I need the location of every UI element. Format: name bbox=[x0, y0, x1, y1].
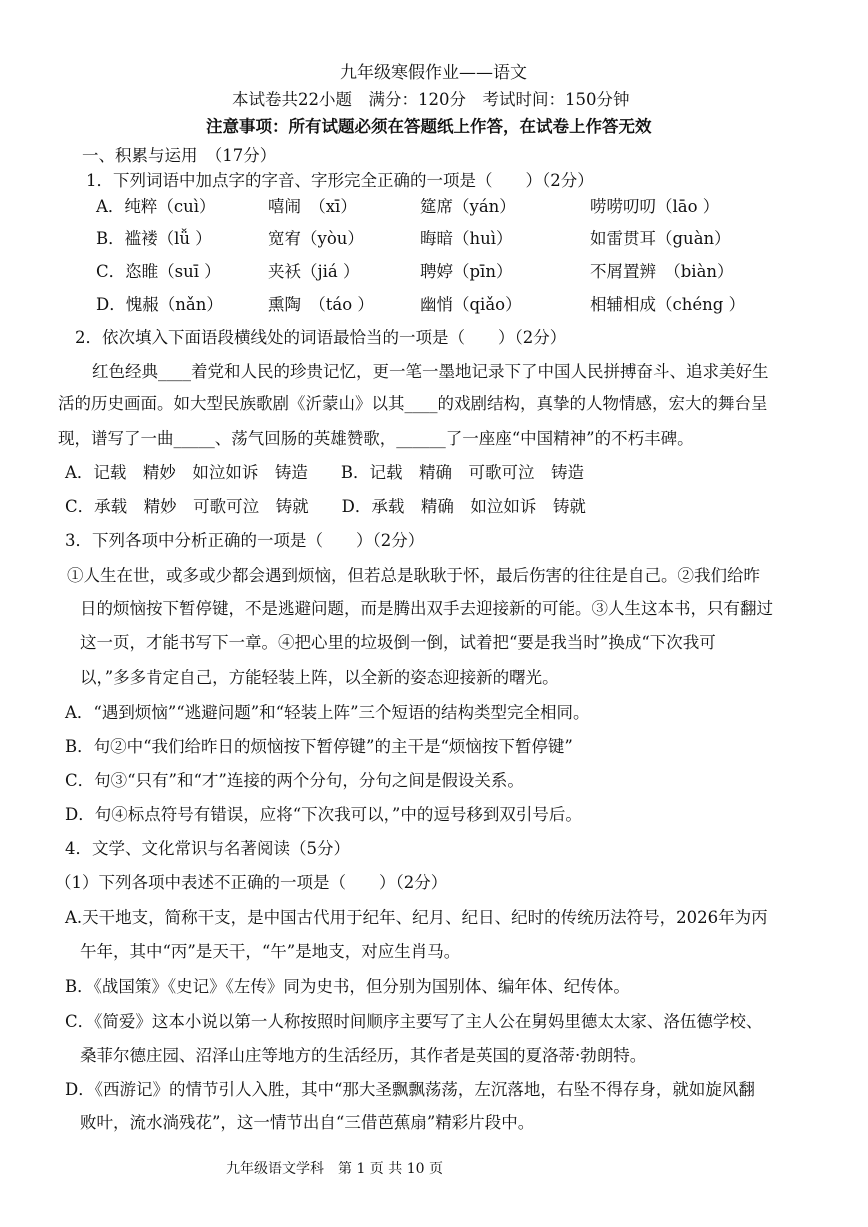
q3-option-d: D．句④标点符号有错误，应将“下次我可以，”中的逗号移到双引号后。 bbox=[65, 805, 582, 824]
exam-title: 九年级寒假作业——语文 bbox=[340, 63, 527, 83]
q4-option-line: C．《简爱》这本小说以第一人称按照时间顺序主要写了主人公在舅妈里德太太家、洛伍德学校、 bbox=[65, 1012, 763, 1031]
q1-option-a-1: A．纯粹（cuì） bbox=[96, 197, 216, 216]
q4-option-line: A.天干地支，简称干支，是中国古代用于纪年、纪月、纪日、纪时的传统历法符号，2026年为丙 bbox=[65, 908, 768, 927]
q3-option-c: C．句③“只有”和“才”连接的两个分句，分句之间是假设关系。 bbox=[65, 771, 524, 790]
q2-passage-line: 现，谱写了一曲_____、荡气回肠的英雄赞歌，______了一座座“中国精神”的不朽丰碑。 bbox=[58, 429, 694, 448]
question-3-stem: 3．下列各项中分析正确的一项是（ ）（2分） bbox=[65, 531, 425, 550]
q3-option-b: B．句②中“我们给昨日的烦恼按下暂停键”的主干是“烦恼按下暂停键” bbox=[65, 737, 573, 756]
question-2-stem: 2．依次填入下面语段横线处的词语最恰当的一项是（ ）（2分） bbox=[75, 328, 567, 347]
q1-option-b-4: 如雷贯耳（guàn） bbox=[590, 229, 731, 248]
q3-passage-line: ①人生在世，或多或少都会遇到烦恼，但若总是耿耿于怀，最后伤害的往往是自己。②我们给昨 bbox=[67, 566, 760, 585]
q3-option-a: A．“遇到烦恼”“逃避问题”和“轻装上阵”三个短语的结构类型完全相同。 bbox=[65, 703, 590, 722]
q1-option-c-3: 聘婷（pīn） bbox=[420, 262, 513, 281]
q1-option-a-4: 唠唠叨叨（lāo ） bbox=[590, 197, 720, 216]
exam-notice: 注意事项：所有试题必须在答题纸上作答，在试卷上作答无效 bbox=[206, 117, 652, 136]
q2-passage-line: 活的历史画面。如大型民族歌剧《沂蒙山》以其____的戏剧结构，真挚的人物情感，宏大的舞台呈 bbox=[58, 394, 768, 413]
question-1-stem: 1．下列词语中加点字的字音、字形完全正确的一项是（ ）（2分） bbox=[86, 171, 594, 190]
q1-option-a-2: 嘻闹 （xī） bbox=[268, 197, 357, 216]
q1-option-a-3: 筵席（yán） bbox=[420, 197, 516, 216]
q1-option-b-1: B．褴褛（lǚ ） bbox=[96, 229, 212, 248]
page-footer: 九年级语文学科 第 1 页 共 10 页 bbox=[226, 1161, 443, 1177]
q2-options-line: C．承载 精妙 可歌可泣 铸就 D．承载 精确 如泣如诉 铸就 bbox=[65, 497, 586, 516]
q3-passage-line: 日的烦恼按下暂停键，不是逃避问题，而是腾出双手去迎接新的可能。③人生这本书，只有翻过 bbox=[80, 599, 773, 618]
q4-option-line: 桑菲尔德庄园、沼泽山庄等地方的生活经历，其作者是英国的夏洛蒂·勃朗特。 bbox=[80, 1046, 647, 1065]
q2-options-line: A．记载 精妙 如泣如诉 铸造 B．记载 精确 可歌可泣 铸造 bbox=[65, 463, 585, 482]
q1-option-d-4: 相辅相成（chéng ） bbox=[590, 295, 746, 314]
section-heading: 一、积累与运用 （17分） bbox=[82, 146, 277, 165]
q2-passage-line: 红色经典____着党和人民的珍贵记忆，更一笔一墨地记录下了中国人民拼搏奋斗、追求美好生 bbox=[92, 362, 769, 381]
q4-option-line: D．《西游记》的情节引人入胜，其中“那大圣飘飘荡荡，左沉落地，右坠不得存身，就如旋风翻 bbox=[65, 1080, 755, 1099]
q3-passage-line: 以，”多多肯定自己，方能轻装上阵，以全新的姿态迎接新的曙光。 bbox=[80, 668, 559, 687]
q4-sub1-stem: （1）下列各项中表述不正确的一项是（ ）（2分） bbox=[55, 873, 448, 892]
q4-option-line: 败叶，流水淌残花”，这一情节出自“三借芭蕉扇”精彩片段中。 bbox=[80, 1113, 535, 1132]
exam-info: 本试卷共22小题 满分：120分 考试时间：150分钟 bbox=[232, 90, 630, 109]
q1-option-d-1: D．愧赧（nǎn） bbox=[96, 295, 223, 314]
q1-option-b-3: 晦暗（huì） bbox=[420, 229, 513, 248]
q1-option-c-4: 不屑置辨 （biàn） bbox=[590, 262, 734, 281]
q1-option-c-1: C．恣睢（suī ） bbox=[96, 262, 221, 281]
q1-option-d-3: 幽悄（qiǎo） bbox=[420, 295, 522, 314]
question-4-stem: 4．文学、文化常识与名著阅读（5分） bbox=[65, 839, 350, 858]
q3-passage-line: 这一页，才能书写下一章。④把心里的垃圾倒一倒，试着把“要是我当时”换成“下次我可 bbox=[80, 633, 716, 652]
q4-option-line: B．《战国策》《史记》《左传》同为史书，但分别为国别体、编年体、纪传体。 bbox=[65, 977, 630, 996]
q1-option-c-2: 夹袄（jiá ） bbox=[268, 262, 360, 281]
q1-option-b-2: 宽宥（yòu） bbox=[268, 229, 364, 248]
q4-option-line: 午年，其中“丙”是天干，“午”是地支，对应生肖马。 bbox=[80, 942, 461, 961]
q1-option-d-2: 熏陶 （táo ） bbox=[268, 295, 374, 314]
